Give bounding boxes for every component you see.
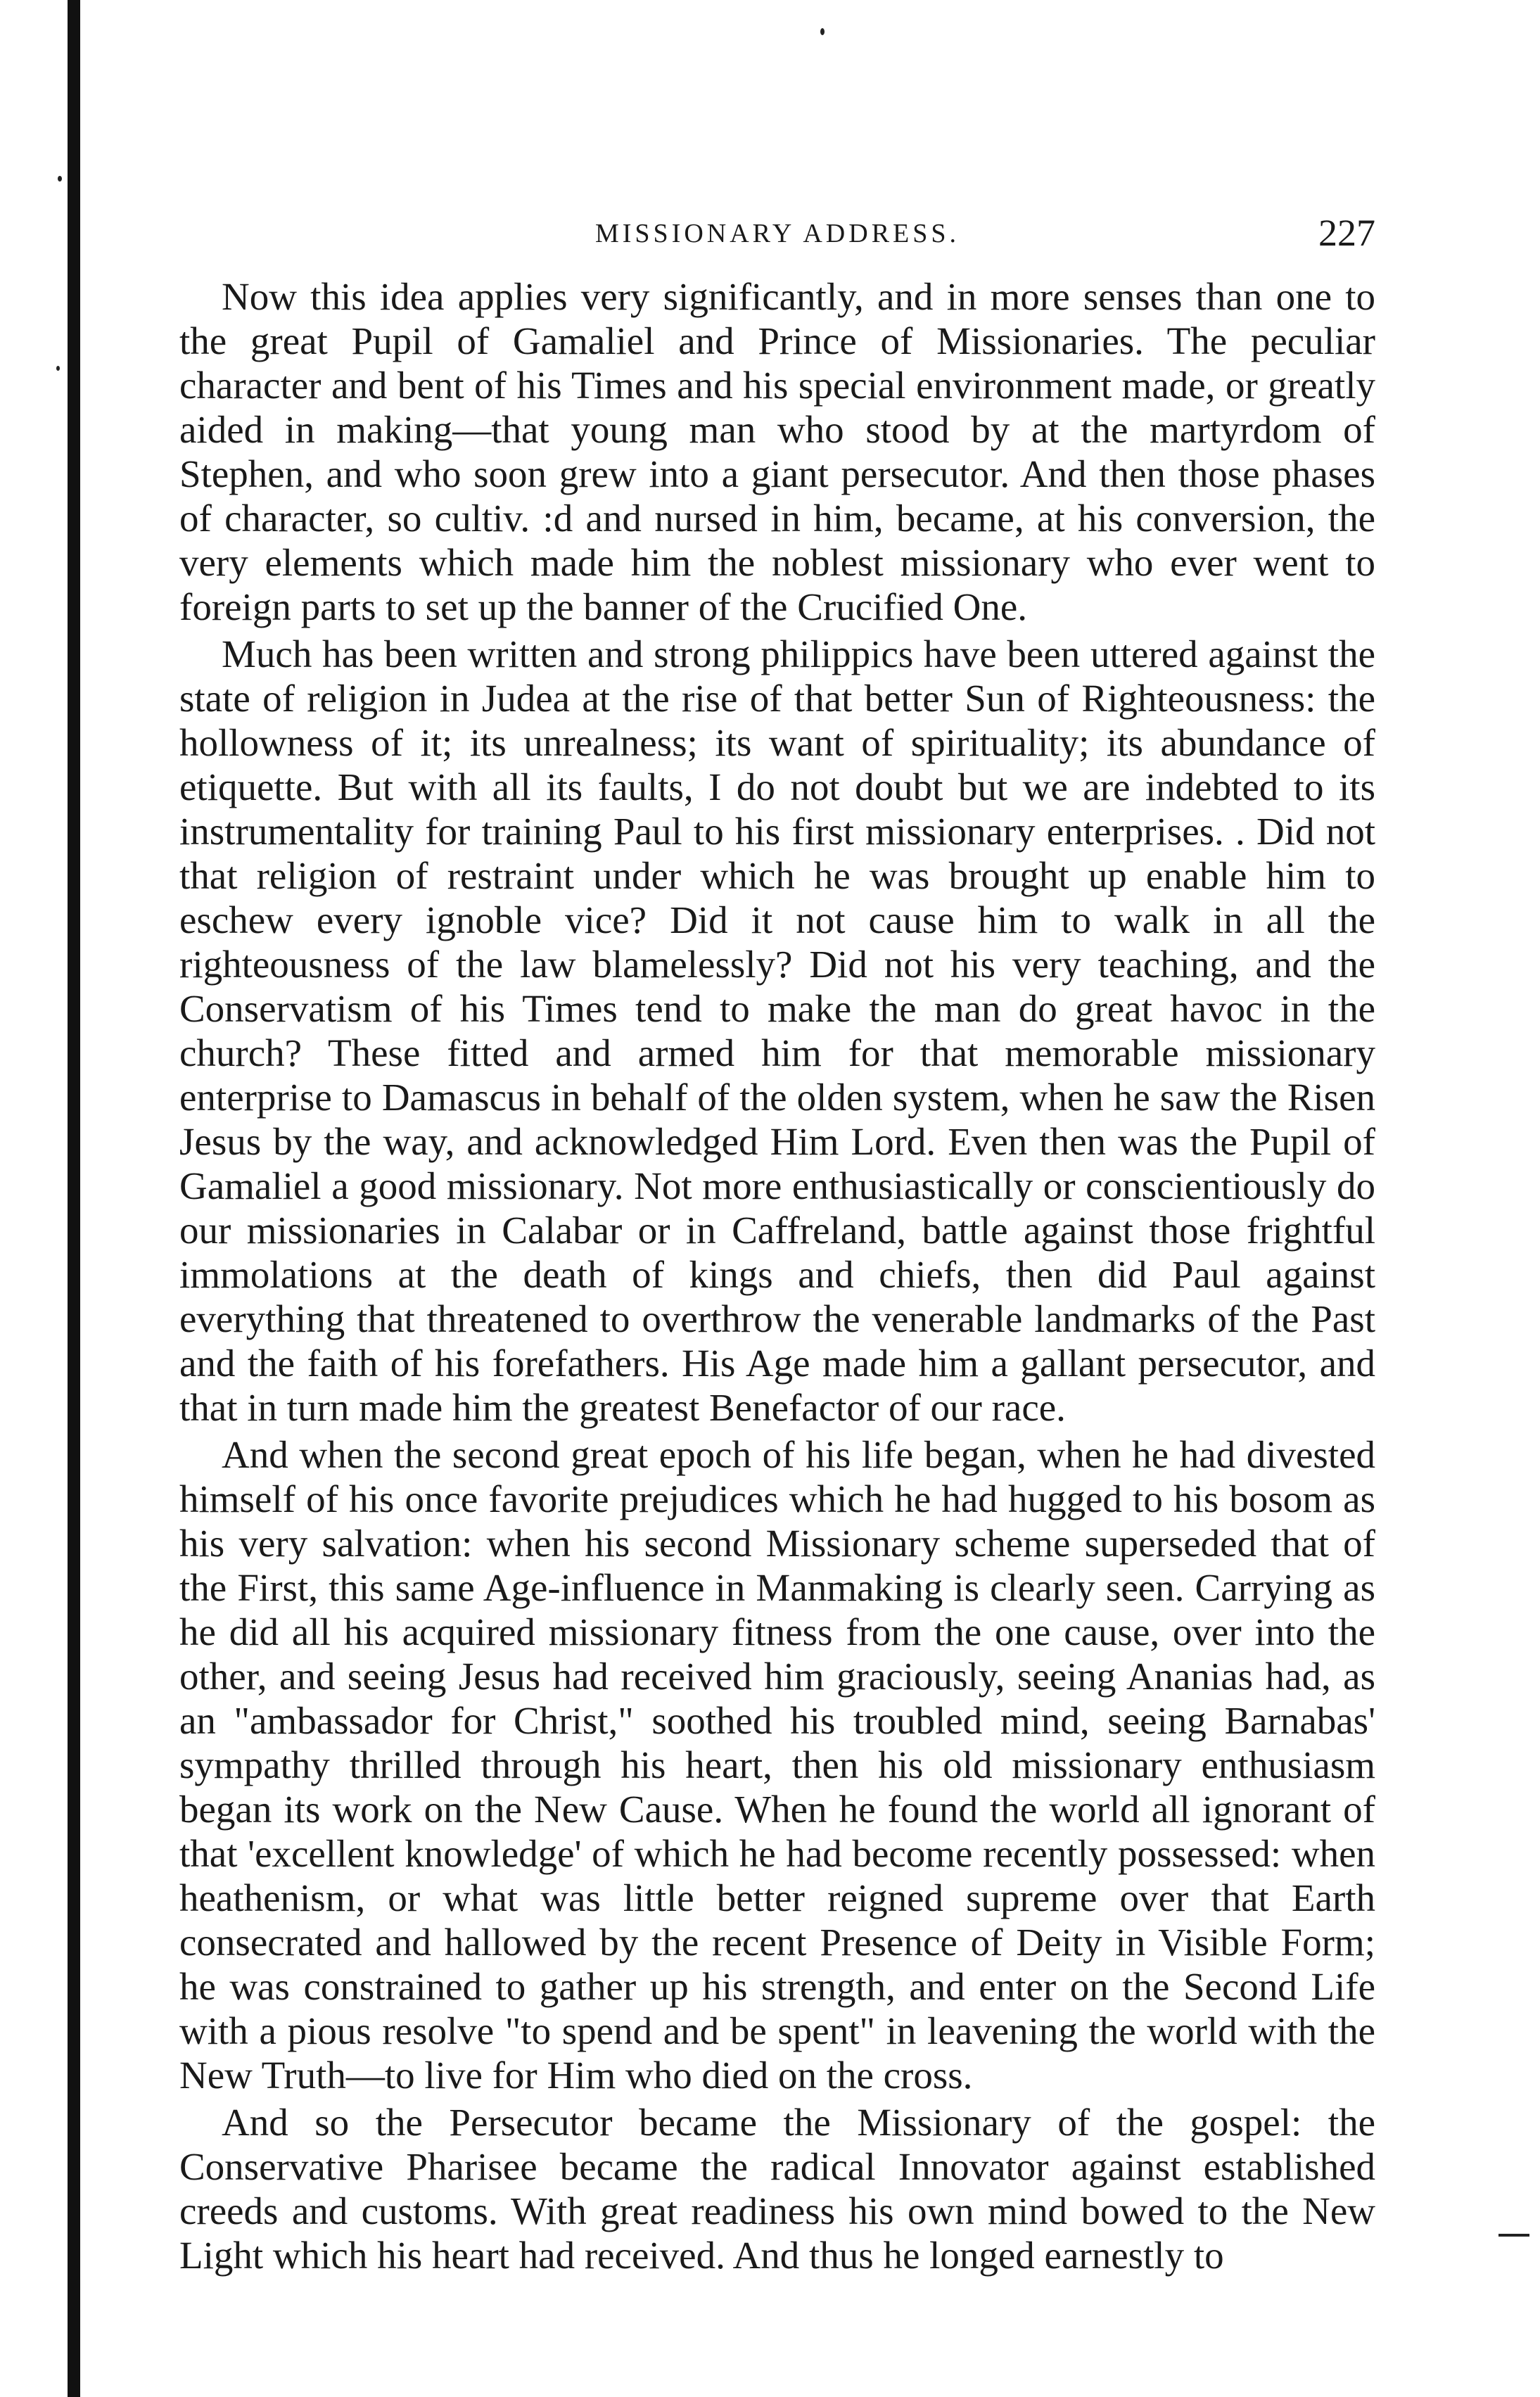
margin-mark xyxy=(1498,2234,1529,2237)
margin-speck xyxy=(58,176,62,182)
paragraph: Now this idea applies very significantly, and in more senses than one to the great Pupil of Gamaliel and Prince of Missionaries. The peculiar character and bent of his Times and his special environment made, or greatly aided in making—that young man who stood by at the martyrdom of Stephen, and who soon grew into a giant persecutor. And then those phases of character, so cultiv. :d and nursed in him, became, at his conversion, the very elements which made him the noblest missionary who ever went to foreign parts to set up the banner of the Crucified One. xyxy=(179,275,1375,628)
paragraph: Much has been written and strong philippics have been uttered against the state of religion in Judea at the rise of that better Sun of Righteousness: the hollowness of it; its unrealness; its want of spirituality; its abundance of etiquette. But with all its faults, I do not doubt but we are indebted to its instrumentality for training Paul to his first missionary enterprises. . Did not that religion of restraint under which he was brought up enable him to eschew every ignoble vice? Did it not cause him to walk in all the righteousness of the law blamelessly? Did not his very teaching, and the Conservatism of his Times tend to make the man do great havoc in the church? These fitted and armed him for that memorable missionary enterprise to Damascus in behalf of the olden system, when he saw the Risen Jesus by the way, and acknowledged Him Lord. Even then was the Pupil of Gamaliel a good missionary. Not more enthusiastically or conscientiously do our missionaries in Calabar or in Caffreland, battle against those frightful immolations at the death of kings and chiefs, then did Paul against everything that threatened to overthrow the venerable landmarks of the Past and the faith of his forefathers. His Age made him a gallant persecutor, and that in turn made him the greatest Benefactor of our race. xyxy=(179,632,1375,1429)
paragraph: And so the Persecutor became the Missionary of the gospel: the Conservative Pharisee became the radical Innovator against established creeds and customs. With great readiness his own mind bowed to the New Light which his heart had received. And thus he longed earnestly to xyxy=(179,2101,1375,2277)
running-head xyxy=(179,211,1375,274)
running-title: MISSIONARY ADDRESS. xyxy=(594,219,960,248)
margin-speck xyxy=(56,366,60,371)
paragraph: And when the second great epoch of his life began, when he had divested himself of his once favorite prejudices which he had hugged to his bosom as his very salvation: when his second Missionary scheme superseded that of the First, this same Age-influence in Manmaking is clearly seen. Carrying as he did all his acquired missionary fitness from the one cause, over into the other, and seeing Jesus had received him graciously, seeing Ananias had, as an "ambassador for Christ," soothed his troubled mind, seeing Barnabas' sympathy thrilled through his heart, then his old missionary enthusiasm began its work on the New Cause. When he found the world all ignorant of that 'excellent knowledge' of which he had become recently possessed: when heathenism, or what was little better reigned supreme over that Earth consecrated and hallowed by the recent Presence of Deity in Visible Form; he was constrained to gather up his strength, and enter on the Second Life with a pious resolve "to spend and be spent" in leavening the world with the New Truth—to live for Him who died on the cross. xyxy=(179,1433,1375,2097)
body-text xyxy=(179,274,1375,2277)
book-page xyxy=(179,211,1375,2277)
page-number: 227 xyxy=(1318,212,1375,254)
book-spine-shadow xyxy=(68,0,80,2397)
page-speck xyxy=(820,28,825,35)
